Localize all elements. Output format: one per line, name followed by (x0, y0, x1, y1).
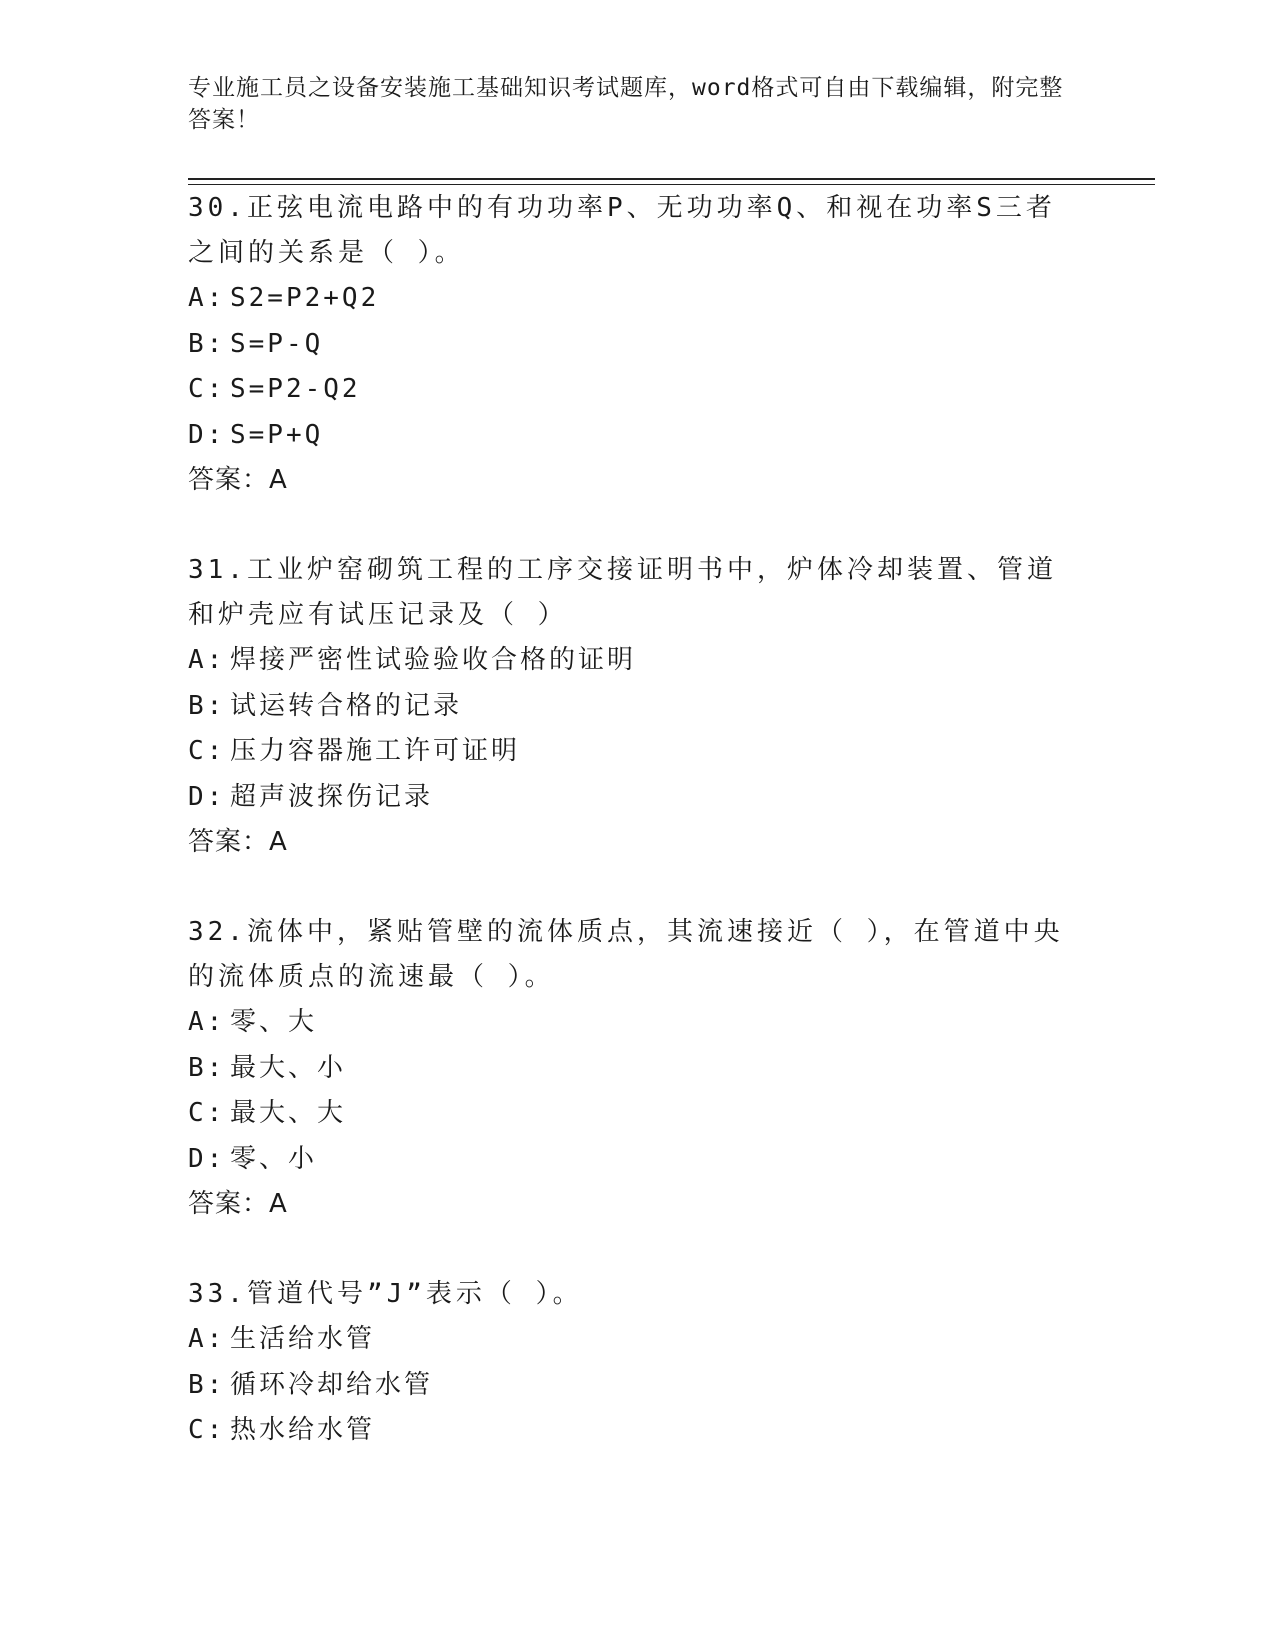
option-letter: B: (188, 690, 226, 721)
option-letter: B: (188, 328, 226, 359)
option-c (188, 729, 1068, 775)
option-text: 零、大 (230, 1007, 318, 1037)
option-letter: C: (188, 1415, 226, 1445)
answer-line: 答案：A (188, 827, 288, 857)
option-text: 压力容器施工许可证明 (230, 736, 521, 766)
question-33 (188, 1272, 1068, 1454)
option-b (188, 684, 1068, 730)
option-d (188, 1137, 1068, 1183)
option-letter: A: (188, 1324, 226, 1354)
option-letter: D: (188, 781, 226, 812)
option-text: 生活给水管 (230, 1324, 376, 1354)
option-c (188, 367, 1068, 413)
option-b (188, 1046, 1068, 1092)
question-text: 32.流体中，紧贴管壁的流体质点，其流速接近（ ），在管道中央的流体质点的流速最（ ）。 (188, 917, 1064, 992)
answer-line: 答案：A (188, 465, 288, 495)
option-c (188, 1091, 1068, 1137)
option-text: 最大、小 (230, 1052, 347, 1083)
question-30 (188, 186, 1068, 503)
option-d (188, 775, 1068, 821)
option-letter: D: (188, 419, 226, 450)
question-32 (188, 910, 1068, 1227)
document-header: 专业施工员之设备安装施工基础知识考试题库，word格式可自由下载编辑，附完整答案！ (188, 75, 1064, 133)
option-d (188, 413, 1068, 459)
question-text: 31.工业炉窑砌筑工程的工序交接证明书中，炉体冷却装置、管道和炉壳应有试压记录及（ ） (188, 555, 1057, 630)
option-letter: A: (188, 645, 226, 675)
option-text: 循环冷却给水管 (230, 1369, 434, 1400)
option-a (188, 638, 1068, 684)
option-text: S=P2-Q2 (230, 374, 361, 404)
option-c (188, 1408, 1068, 1454)
question-text: 30.正弦电流电路中的有功功率P、无功功率Q、和视在功率S三者之间的关系是（ ）。 (188, 193, 1056, 268)
option-letter: A: (188, 1007, 226, 1037)
option-b (188, 1363, 1068, 1409)
option-letter: C: (188, 736, 226, 766)
option-b (188, 322, 1068, 368)
option-letter: A: (188, 283, 226, 313)
question-31 (188, 548, 1068, 865)
option-text: 焊接严密性试验验收合格的证明 (230, 645, 637, 675)
option-text: 零、小 (230, 1143, 318, 1174)
option-text: 试运转合格的记录 (230, 690, 463, 721)
option-letter: C: (188, 374, 226, 404)
question-text: 33.管道代号”J”表示（ ）。 (188, 1279, 583, 1309)
option-text: S2=P2+Q2 (230, 283, 380, 313)
option-letter: B: (188, 1369, 226, 1400)
option-letter: B: (188, 1052, 226, 1083)
header-divider-thin (188, 184, 1155, 185)
option-text: 超声波探伤记录 (230, 781, 434, 812)
option-a (188, 1317, 1068, 1363)
option-text: S=P+Q (230, 419, 324, 450)
option-letter: C: (188, 1098, 226, 1128)
option-text: 最大、大 (230, 1098, 347, 1128)
option-text: S=P-Q (230, 328, 324, 359)
option-letter: D: (188, 1143, 226, 1174)
option-a (188, 1000, 1068, 1046)
option-text: 热水给水管 (230, 1415, 376, 1445)
header-divider-thick (188, 178, 1155, 180)
option-a (188, 276, 1068, 322)
answer-line: 答案：A (188, 1189, 288, 1219)
